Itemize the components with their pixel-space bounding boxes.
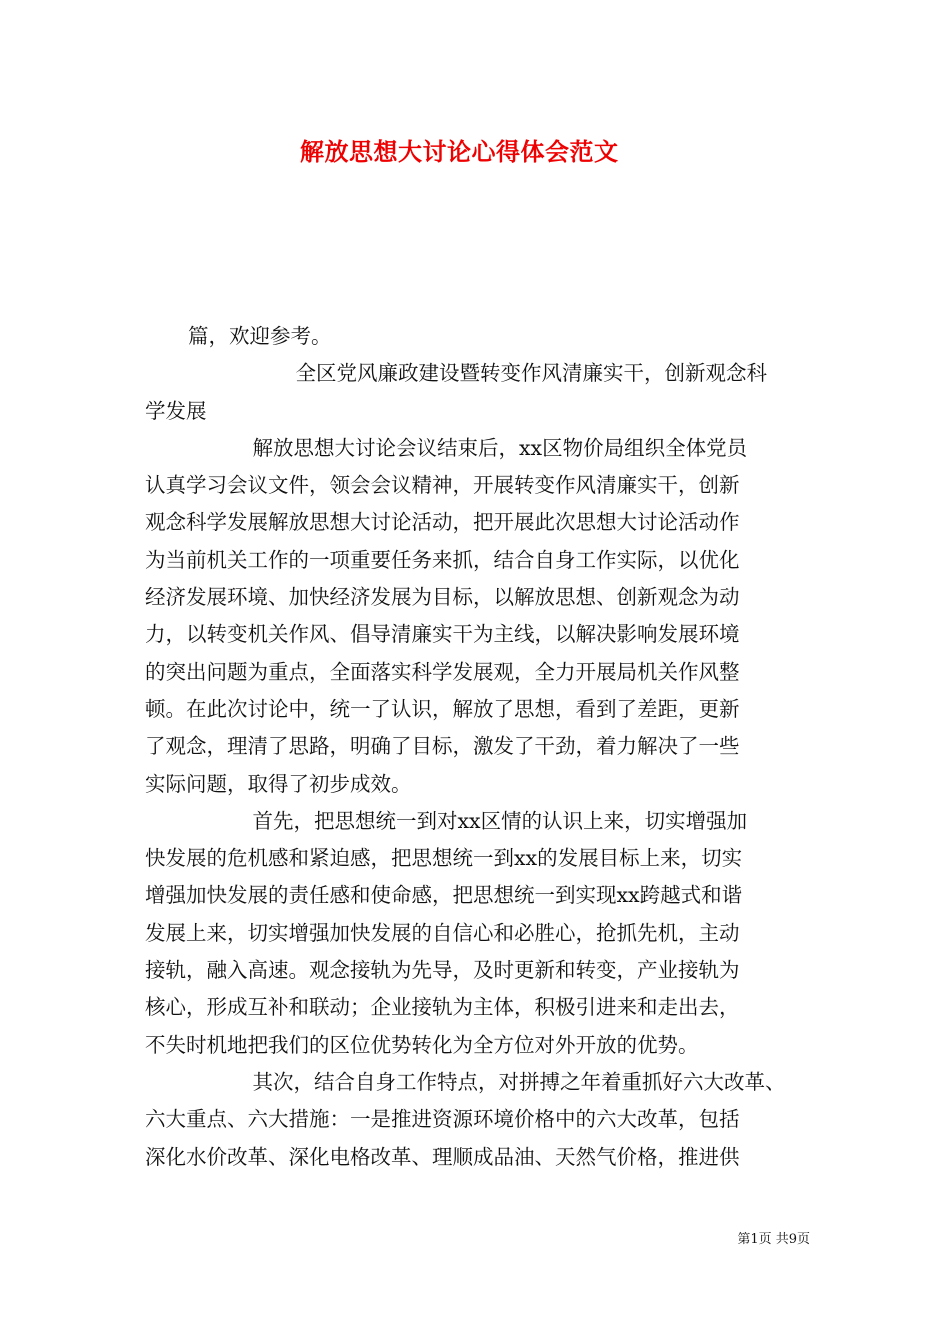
text-line: 篇，欢迎参考。 (188, 324, 332, 348)
text-line: 力，以转变机关作风、倡导清廉实干为主线，以解决影响发展环境 (145, 622, 740, 647)
text-line: 核心，形成互补和联动；企业接轨为主体，积极引进来和走出去， (145, 995, 740, 1020)
text-line: 解放思想大讨论会议结束后，xx区物价局组织全体党员 (252, 435, 748, 460)
page-footer: 第1页 共9页 (737, 1232, 810, 1247)
text-line: 认真学习会议文件，领会会议精神，开展转变作风清廉实干，创新 (145, 473, 740, 498)
text-line: 为当前机关工作的一项重要任务来抓，结合自身工作实际，以优化 (145, 547, 740, 572)
text-line: 发展上来，切实增强加快发展的自信心和必胜心，抢抓先机，主动 (145, 920, 740, 945)
document-title: 解放思想大讨论心得体会范文 (300, 137, 619, 166)
text-line: 经济发展环境、加快经济发展为目标，以解放思想、创新观念为动 (145, 585, 740, 610)
text-line: 观念科学发展解放思想大讨论活动，把开展此次思想大讨论活动作 (145, 510, 740, 535)
text-line: 增强加快发展的责任感和使命感，把思想统一到实现xx跨越式和谐 (145, 883, 743, 908)
text-line: 了观念，理清了思路，明确了目标，激发了干劲，着力解决了一些 (145, 734, 740, 759)
text-line: 接轨，融入高速。观念接轨为先导，及时更新和转变，产业接轨为 (145, 958, 740, 983)
text-line: 全区党风廉政建设暨转变作风清廉实干，创新观念科 (295, 361, 767, 386)
text-line: 的突出问题为重点，全面落实科学发展观，全力开展局机关作风整 (145, 659, 740, 684)
text-line: 顿。在此次讨论中，统一了认识，解放了思想，看到了差距，更新 (145, 696, 740, 721)
text-line: 学发展 (145, 398, 207, 423)
text-line: 其次，结合自身工作特点，对拼搏之年着重抓好六大改革、 (252, 1069, 786, 1094)
document-body (145, 318, 810, 1176)
text-line: 首先，把思想统一到对xx区情的认识上来，切实增强加 (252, 808, 748, 833)
text-line: 实际问题，取得了初步成效。 (145, 771, 412, 796)
text-line: 六大重点、六大措施：一是推进资源环境价格中的六大改革，包括 (145, 1107, 740, 1132)
text-line: 深化水价改革、深化电格改革、理顺成品油、天然气价格，推进供 (145, 1144, 740, 1169)
text-line: 不失时机地把我们的区位优势转化为全方位对外开放的优势。 (145, 1032, 699, 1057)
text-line: 快发展的危机感和紧迫感，把思想统一到xx的发展目标上来，切实 (145, 846, 743, 871)
